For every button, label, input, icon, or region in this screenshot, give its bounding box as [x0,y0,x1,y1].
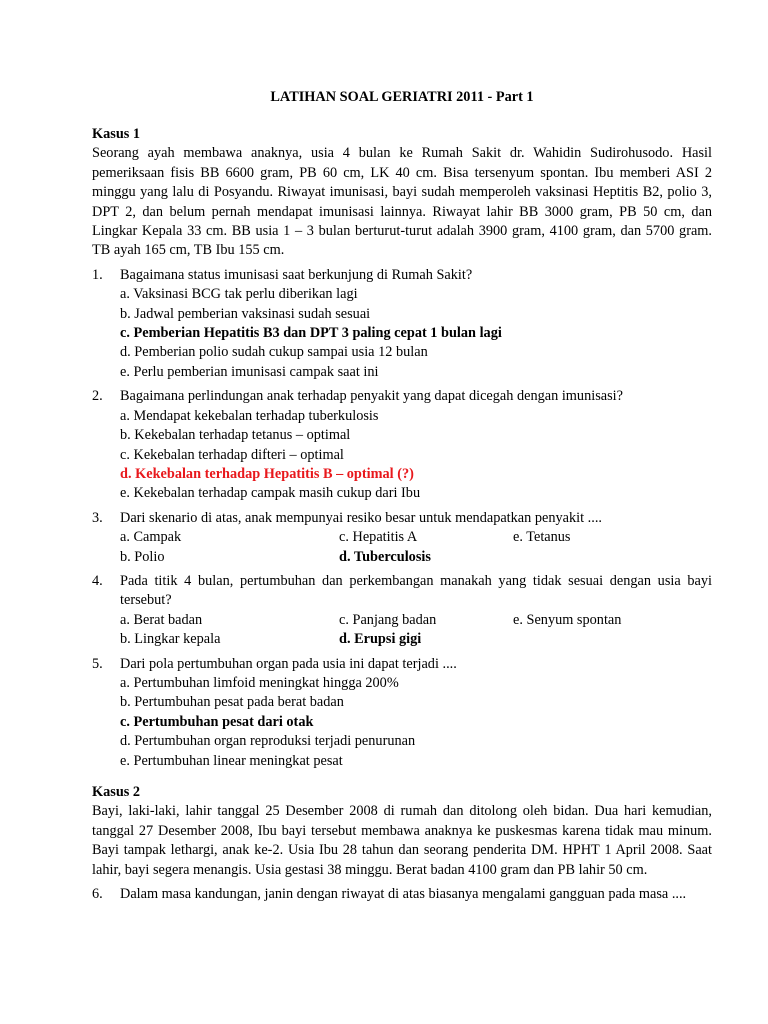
question-2 [92,387,712,503]
question-number: 2. [92,388,103,405]
question-4 [92,572,712,650]
kasus-1-text: Seorang ayah membawa anaknya, usia 4 bulan ke Rumah Sakit dr. Wahidin Sudirohusodo. Hasil pemeriksaan fisis BB 6600 gram, PB 60 cm, LK 40 cm. Bisa tersenyum spontan. Ibu memberi ASI 2 minggu yang lalu di Posyandu. Riwayat imunisasi, bayi sudah memperoleh vaksinasi Heptitis B2, polio 3, DPT 2, dan belum pernah mendapat imunisasi lainnya. Riwayat lahir BB 3000 gram, PB 50 cm, dan Lingkar Kepala 33 cm. BB usia 1 – 3 bulan berturut-turut adalah 3900 gram, 4100 gram, dan 5700 gram. TB ayah 165 cm, TB Ibu 155 cm. [92,145,712,259]
option-row [120,548,712,567]
option-row [120,611,712,630]
kasus-2-text: Bayi, laki-laki, lahir tanggal 25 Desember 2008 di rumah dan ditolong oleh bidan. Dua hari kemudian, tanggal 27 Desember 2008, Ibu bayi tersebut membawa anaknya ke puskesmas karena tidak mau minum. Bayi tampak lethargi, anak ke-2. Usia Ibu 28 tahun dan seorang penderita DM. HPHT 1 April 2008. Saat lahir, bayi segera menangis. Usia gestasi 38 minggu. Berat badan 4100 gram dan PB lahir 50 cm. [92,803,712,878]
option-b: b. Jadwal pemberian vaksinasi sudah sesuai [120,305,371,322]
kasus-1-label: Kasus 1 [92,126,141,142]
question-6 [92,885,712,904]
document-title: LATIHAN SOAL GERIATRI 2011 - Part 1 [270,89,534,105]
option-b: b. Pertumbuhan pesat pada berat badan [120,694,344,711]
document-page [92,88,712,909]
question-3 [92,509,712,567]
option-b: b. Lingkar kepala [120,631,221,648]
option-c: c. Panjang badan [339,611,437,628]
option-e: e. Kekebalan terhadap campak masih cukup dari Ibu [120,485,421,502]
option-a: a. Mendapat kekebalan terhadap tuberkulosis [120,407,379,424]
option-a: a. Vaksinasi BCG tak perlu diberikan lagi [120,286,358,303]
question-text: Dari pola pertumbuhan organ pada usia ini dapat terjadi .... [120,655,457,672]
question-text: Bagaimana perlindungan anak terhadap penyakit yang dapat dicegah dengan imunisasi? [120,388,623,405]
question-number: 6. [92,886,103,903]
option-b: b. Polio [120,548,165,565]
question-text: Dari skenario di atas, anak mempunyai resiko besar untuk mendapatkan penyakit .... [120,509,602,526]
question-number: 4. [92,572,103,589]
option-d: d. Pemberian polio sudah cukup sampai usia 12 bulan [120,344,428,361]
option-e: e. Pertumbuhan linear meningkat pesat [120,752,343,769]
question-text: Bagaimana status imunisasi saat berkunjung di Rumah Sakit? [120,266,473,283]
option-e: e. Perlu pemberian imunisasi campak saat ini [120,363,379,380]
option-c-answer: c. Pertumbuhan pesat dari otak [120,713,314,730]
question-5 [92,655,712,771]
question-number: 1. [92,266,103,283]
option-e: e. Senyum spontan [513,611,622,628]
option-a: a. Berat badan [120,611,203,628]
option-a: a. Pertumbuhan limfoid meningkat hingga 200% [120,674,399,691]
option-d-answer: d. Tuberculosis [339,548,431,565]
option-c: c. Kekebalan terhadap difteri – optimal [120,446,344,463]
option-b: b. Kekebalan terhadap tetanus – optimal [120,427,351,444]
question-text: Dalam masa kandungan, janin dengan riwayat di atas biasanya mengalami gangguan pada masa .... [120,886,687,903]
question-number: 3. [92,509,103,526]
option-a: a. Campak [120,529,182,546]
option-row [120,630,712,649]
option-c-answer: c. Pemberian Hepatitis B3 dan DPT 3 paling cepat 1 bulan lagi [120,325,502,342]
kasus-2-label: Kasus 2 [92,784,141,800]
option-c: c. Hepatitis A [339,529,418,546]
question-1 [92,266,712,382]
option-d: d. Pertumbuhan organ reproduksi terjadi penurunan [120,733,416,750]
option-e: e. Tetanus [513,529,571,546]
option-d-answer: d. Erupsi gigi [339,631,422,648]
question-number: 5. [92,655,103,672]
option-d-answer: d. Kekebalan terhadap Hepatitis B – optimal (?) [120,465,414,482]
option-row [120,528,712,547]
question-text: Pada titik 4 bulan, pertumbuhan dan perkembangan manakah yang tidak sesuai dengan usia bayi tersebut? [120,572,712,609]
